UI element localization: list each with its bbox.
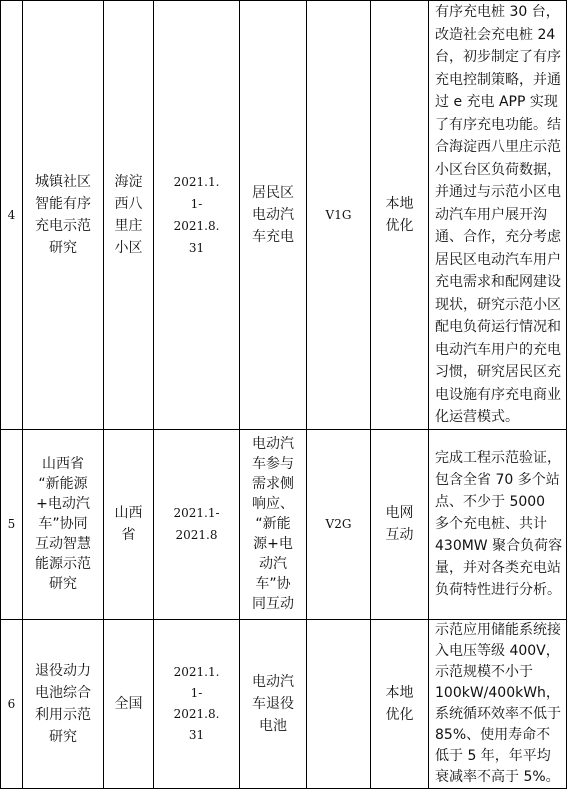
row-number: 6: [1, 619, 23, 788]
project-location: 海淀 西八 里庄 小区: [104, 1, 154, 430]
project-description: 示范应用储能系统接入电压等级 400V，示范规模不小于 100kW/400kWh，系统循环效率不低于 85%、使用寿命不低于 5 年，年平均衰减率不高于 5%。: [429, 619, 567, 788]
project-name: 山西省 “新能源 +电动汽 车”协同 互动智慧 能源示范 研究: [23, 429, 104, 619]
row-number: 4: [1, 1, 23, 430]
project-description: 完成工程示范验证，包含全省 70 多个站点、不少于 5000 多个充电桩、共计 430MW 聚合负荷容量，并对各类充电站负荷特性进行分析。: [429, 429, 567, 619]
project-scene: 电动汽 车参与 需求侧 响应、 “新能 源+电 动汽 车”协 同互动: [240, 429, 307, 619]
project-name: 退役动力 电池综合 利用示范 研究: [23, 619, 104, 788]
project-mode: V1G: [307, 1, 371, 430]
project-location: 山西 省: [104, 429, 154, 619]
project-type: 本地 优化: [371, 1, 429, 430]
project-mode: [307, 619, 371, 788]
project-type: 本地 优化: [371, 619, 429, 788]
table-row: [1, 619, 567, 788]
project-period: 2021.1. 1- 2021.8. 31: [154, 619, 240, 788]
project-scene: 居民区 电动汽 车充电: [240, 1, 307, 430]
project-name: 城镇社区 智能有序 充电示范 研究: [23, 1, 104, 430]
project-period: 2021.1- 2021.8: [154, 429, 240, 619]
project-mode: V2G: [307, 429, 371, 619]
row-number: 5: [1, 429, 23, 619]
table-row: [1, 1, 567, 430]
project-period: 2021.1. 1- 2021.8. 31: [154, 1, 240, 430]
project-scene: 电动汽 车退役 电池: [240, 619, 307, 788]
project-location: 全国: [104, 619, 154, 788]
project-description: 有序充电桩 30 台，改造社会充电桩 24 台，初步制定了有序充电控制策略，并通过 e 充电 APP 实现了有序充电功能。结合海淀西八里庄示范小区台区负荷数据，并通过与示范小区电动汽车用户展开沟通、合作，充分考虑居民区电动汽车用户充电需求和配网建设现状，研究示范小区配电负荷运行情况和电动汽车用户的充电习惯，研究居民区充电设施有序充电商业化运营模式。: [429, 1, 567, 430]
project-type: 电网 互动: [371, 429, 429, 619]
table-row: [1, 429, 567, 619]
